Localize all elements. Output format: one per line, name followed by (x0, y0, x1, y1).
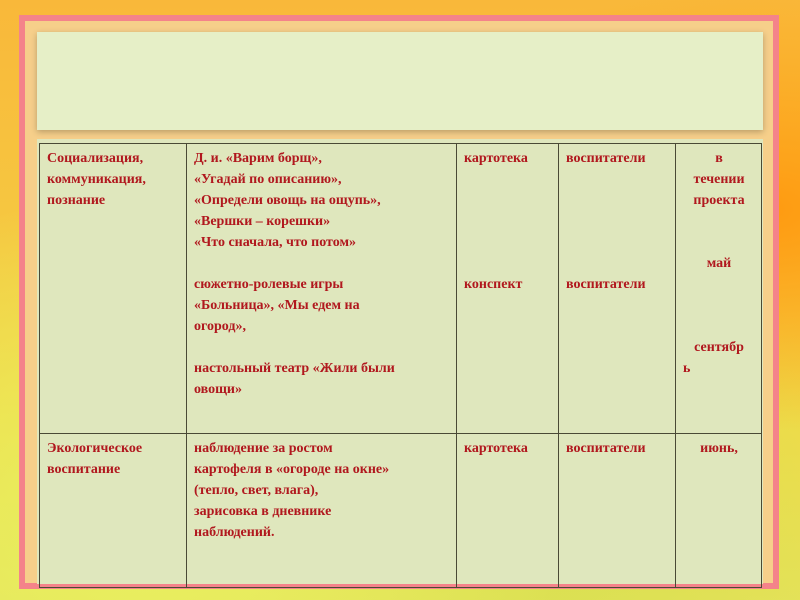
responsible-cell (559, 144, 676, 434)
timing-line: течении (693, 172, 745, 187)
activity-line: «Больница», «Мы едем на (194, 298, 360, 313)
materials-cell (457, 433, 559, 587)
activity-line: наблюдение за ростом (194, 440, 333, 456)
activity-line: Д. и. «Варим борщ», (194, 151, 322, 166)
timing-line: сентябр (694, 340, 744, 355)
timing-cell (676, 144, 762, 434)
activity-line: картофеля в «огороде на окне» (194, 461, 390, 477)
area-cell (40, 433, 187, 587)
material-item: картотека (464, 440, 528, 456)
title-placeholder (37, 32, 763, 130)
activity-line: (тепло, свет, влага), (194, 482, 319, 498)
responsible-item: воспитатели (566, 440, 646, 456)
material-item: картотека (464, 151, 528, 166)
materials-cell (457, 144, 559, 434)
activity-line: огород», (194, 319, 246, 334)
activity-line: сюжетно-ролевые игры (194, 277, 344, 292)
area-line: познание (47, 193, 106, 208)
activity-line: «Угадай по описанию», (194, 172, 342, 187)
table-row (40, 144, 762, 434)
table-row (40, 433, 762, 587)
activity-line: настольный театр «Жили были (194, 361, 395, 376)
project-plan-table (39, 143, 762, 588)
activities-cell (187, 433, 457, 587)
activity-line: «Что сначала, что потом» (194, 235, 356, 250)
timing-cell (676, 433, 762, 587)
activity-line: овощи» (194, 382, 243, 397)
activities-cell (187, 144, 457, 434)
area-line: Социализация, (47, 151, 144, 166)
area-line: коммуникация, (47, 172, 146, 187)
timing-line: ь (683, 361, 691, 376)
timing-line: проекта (693, 193, 745, 208)
timing-line: июнь, (700, 440, 738, 456)
area-line: Экологическое (47, 440, 143, 456)
responsible-item: воспитатели (566, 151, 646, 166)
area-line: воспитание (47, 461, 121, 477)
activity-line: «Определи овощь на ощупь», (194, 193, 381, 208)
timing-line: май (706, 256, 732, 271)
activity-line: зарисовка в дневнике (194, 503, 332, 519)
activity-line: наблюдений. (194, 524, 275, 540)
timing-line: в (715, 151, 723, 166)
activity-line: «Вершки – корешки» (194, 214, 331, 229)
responsible-item: воспитатели (566, 277, 646, 292)
area-cell (40, 144, 187, 434)
material-item: конспект (464, 277, 523, 292)
responsible-cell (559, 433, 676, 587)
